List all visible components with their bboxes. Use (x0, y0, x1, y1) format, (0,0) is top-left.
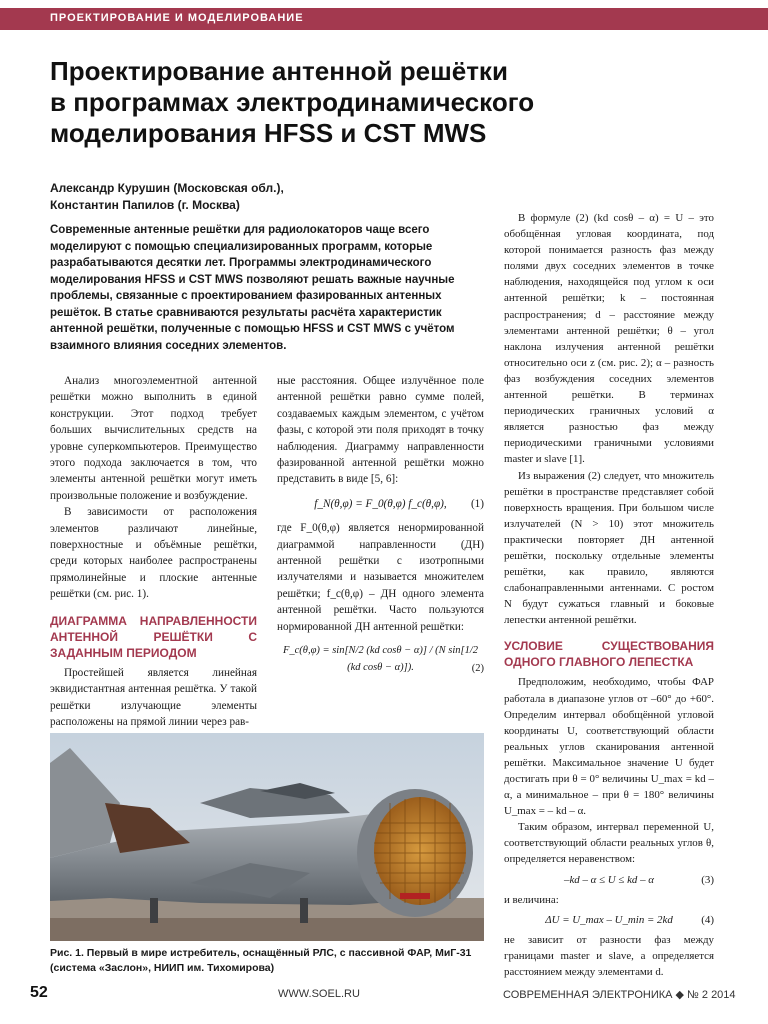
column-1 (50, 373, 257, 730)
aircraft-photo (50, 733, 484, 941)
section-heading: УСЛОВИЕ СУЩЕСТВОВАНИЯ ОДНОГО ГЛАВНОГО ЛЕПЕСТКА (504, 639, 714, 670)
paragraph: В зависимости от расположения элементов различают линейные, поверхностные и объёмные решётки, среди которых наиболее распространены прямолинейные и плоские антенные решётки (см. рис. 1). (50, 506, 257, 601)
equation-number: (4) (701, 913, 714, 926)
paragraph: Простейшей является линейная эквидистантная антенная решётка. У такой решётки излучающие элементы расположены на прямой линии через рав- (50, 666, 257, 728)
paragraph: и величина: (504, 893, 559, 906)
section-label: ПРОЕКТИРОВАНИЕ И МОДЕЛИРОВАНИЕ (50, 12, 304, 24)
title-line: в программах электродинамического (50, 87, 535, 117)
paragraph: Анализ многоэлементной антенной решётки можно выполнить в единой конструкции. Этот подход требует больших вычислительных средств на уровне суперкомпьютеров. Преимущество этого подхода заключается в том, что элементы антенной решётки могут иметь произвольные положение и возбуждение. (50, 375, 257, 502)
equation-text: ΔU = U_max – U_min = 2kd (545, 913, 673, 926)
abstract: Современные антенные решётки для радиолокаторов чаще всего моделируют с помощью специализированных программ, которые разрабатываются десятки лет. Программы электродинамического моделирования HFSS и CST MWS позволяют решать важные научные проблемы, связанные с проектированием фазированных антенных решёток. В статье сравниваются результаты расчёта характеристик антенной решётки, полученные с помощью HFSS и CST MWS с учётом взаимного влияния соседних элементов. (50, 224, 455, 352)
paragraph: Таким образом, интервал переменной U, соответствующий области реальных углов θ, определяется неравенством: (504, 821, 714, 866)
paragraph: В формуле (2) (kd cosθ – α) = U – это обобщённая угловая координата, под которой понимается разность фаз между полями двух соседних элементов в точке наблюдения, находящейся под углом к оси антенной решётки; k – постоянная распространения; d – расстояние между элементами антенной решётки; θ – угол наклона излучения антенной решётки относительно оси z (см. рис. 2); α – разность фаз возбуждения соседних элементов антенной решётки. В терминах периодических граничных условий α является разностью фаз между периодическими граничными условиями master и slave [1]. (504, 212, 714, 466)
equation-text: –kd – α ≤ U ≤ kd – α (564, 873, 654, 886)
paragraph: не зависит от разности фаз между границами master и slave, а определяется расстоянием между элементами d. (504, 933, 714, 979)
equation-4 (504, 912, 714, 928)
equation-text: f_N(θ,φ) = F_0(θ,φ) f_c(θ,φ), (314, 497, 447, 510)
authors (50, 180, 480, 214)
journal-name: СОВРЕМЕННАЯ ЭЛЕКТРОНИКА ◆ № 2 2014 (503, 989, 736, 1001)
equation-number: (1) (470, 497, 484, 510)
page-number: 52 (30, 984, 48, 1001)
paragraph: Из выражения (2) следует, что множитель решётки в пространстве представляет собой поверхность вращения. При большом числе излучателей (N > 10) этот множитель практически повторяет ДН антенной решётки, поскольку отдельные элементы решётки, как правило, являются слабонаправленными антеннами. С ростом N будут сужаться главный и боковые лепестки антенной решётки. (504, 469, 714, 627)
paragraph: где F_0(θ,φ) является ненормированной диаграммой направленности (ДН) антенной решётки с изотропными излучателями и называется множителем решётки; f_c(θ,φ) – ДН одного элемента антенной решётки. Часто пользуются нормированной ДН антенной решётки: (277, 522, 484, 633)
site-url: WWW.SOEL.RU (278, 988, 360, 1000)
equation-3 (504, 872, 714, 888)
paragraph: Предположим, необходимо, чтобы ФАР работала в диапазоне углов от –60° до +60°. Определим интервал обобщённой угловой координаты U, соответствующий области реальных углов сканирования антенной решётки. Максимальное значение U будет достигать при θ = 0° величины U_max = kd – α, а минимальное – при θ = 180° величины U_max = – kd – α. (504, 676, 714, 818)
section-band (0, 8, 768, 30)
equation-1 (277, 496, 484, 512)
column-3 (504, 210, 714, 980)
equation-text: F_c(θ,φ) = sin[N/2 (kd cosθ − α)] / (N sin[1/2 (kd cosθ − α)]). (282, 645, 479, 673)
figure-caption: Рис. 1. Первый в мире истребитель, оснащённый РЛС, с пассивной ФАР, МиГ-31 (система «Заслон», НИИП им. Тихомирова) (50, 947, 472, 974)
author-line: Александр Курушин (Московская обл.), (50, 181, 284, 195)
equation-2 (277, 643, 484, 676)
article-title (50, 56, 610, 149)
title-line: моделирования HFSS и CST MWS (50, 118, 487, 148)
title-line: Проектирование антенной решётки (50, 56, 508, 86)
equation-number: (3) (701, 873, 714, 886)
section-heading: ДИАГРАММА НАПРАВЛЕННОСТИ АНТЕННОЙ РЕШЁТКИ С ЗАДАННЫМ ПЕРИОДОМ (50, 613, 257, 660)
equation-number: (2) (471, 663, 484, 675)
column-2 (277, 373, 484, 684)
author-line: Константин Папилов (г. Москва) (50, 198, 240, 212)
paragraph: ные расстояния. Общее излучённое поле антенной решётки равно сумме полей, создаваемых каждым элементом, с учётом фазы, с которой эти поля приходят в точку наблюдения. Диаграмму направленности фазированной антенной решётки можно представить в виде [5, 6]: (277, 375, 484, 486)
